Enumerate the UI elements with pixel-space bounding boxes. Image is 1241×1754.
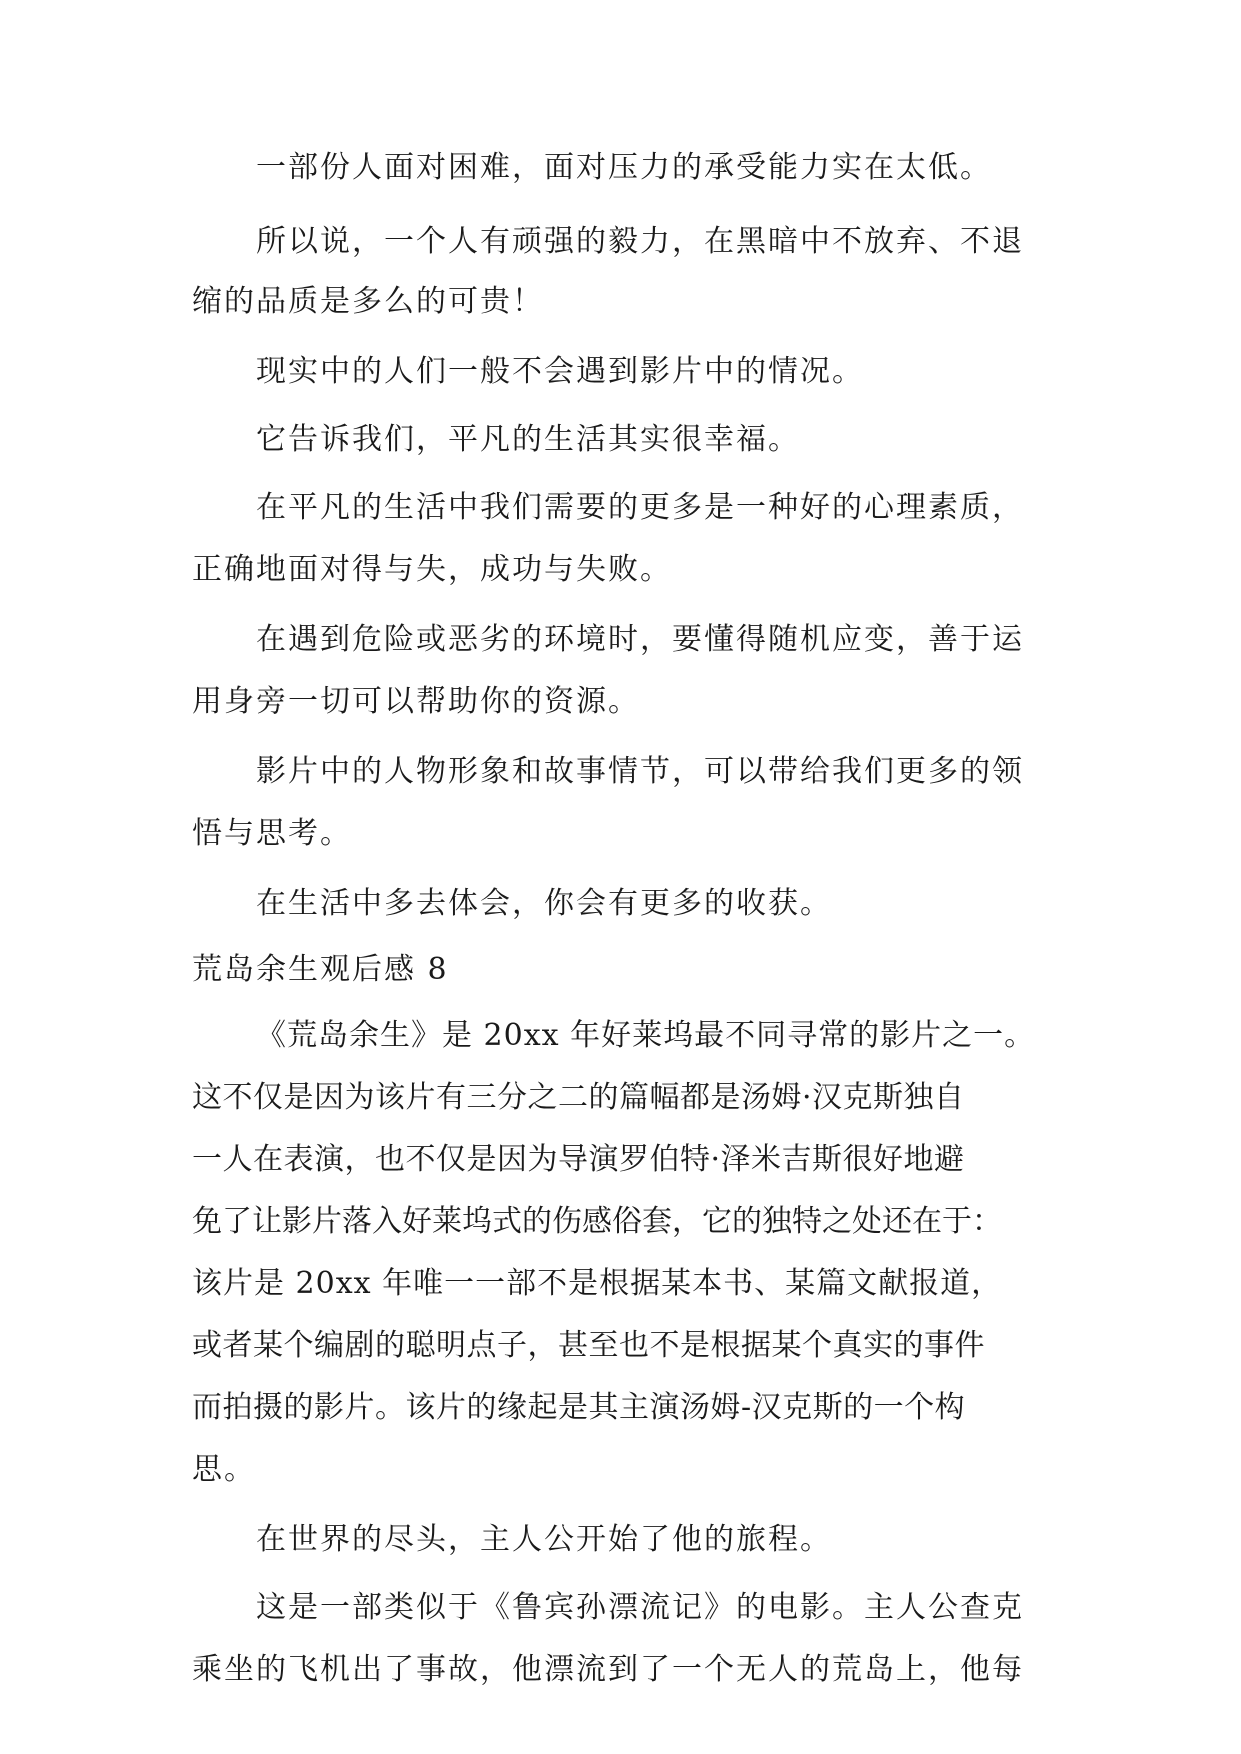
paragraph-line: 而拍摄的影片。该片的缘起是其主演汤姆-汉克斯的一个构 — [192, 1390, 966, 1425]
paragraph-line: 悟与思考。 — [192, 816, 352, 851]
paragraph-line: 或者某个编剧的聪明点子，甚至也不是根据某个真实的事件 — [192, 1328, 985, 1363]
paragraph-line: 乘坐的飞机出了事故，他漂流到了一个无人的荒岛上，他每 — [192, 1652, 1024, 1687]
paragraph-line: 在平凡的生活中我们需要的更多是一种好的心理素质， — [256, 490, 1024, 525]
paragraph-line: 正确地面对得与失，成功与失败。 — [192, 552, 672, 587]
paragraph-line: 《荒岛余生》是 20xx 年好莱坞最不同寻常的影片之一。 — [256, 1018, 1036, 1053]
paragraph-line: 它告诉我们，平凡的生活其实很幸福。 — [256, 422, 800, 457]
paragraph-line: 该片是 20xx 年唯一一部不是根据某本书、某篇文献报道， — [192, 1266, 1003, 1301]
paragraph-line: 思。 — [192, 1452, 256, 1487]
paragraph-line: 缩的品质是多么的可贵！ — [192, 284, 544, 319]
section-heading: 荒岛余生观后感 8 — [192, 952, 449, 987]
paragraph-line: 在遇到危险或恶劣的环境时，要懂得随机应变，善于运 — [256, 622, 1024, 657]
paragraph-line: 在世界的尽头，主人公开始了他的旅程。 — [256, 1522, 832, 1557]
paragraph-line: 这不仅是因为该片有三分之二的篇幅都是汤姆·汉克斯独自 — [192, 1080, 965, 1115]
paragraph-line: 所以说，一个人有顽强的毅力，在黑暗中不放弃、不退 — [256, 224, 1024, 259]
paragraph-line: 一人在表演，也不仅是因为导演罗伯特·泽米吉斯很好地避 — [192, 1142, 965, 1177]
paragraph-line: 现实中的人们一般不会遇到影片中的情况。 — [256, 354, 864, 389]
paragraph-line: 一部份人面对困难，面对压力的承受能力实在太低。 — [256, 150, 992, 185]
paragraph-line: 这是一部类似于《鲁宾孙漂流记》的电影。主人公查克 — [256, 1590, 1024, 1625]
paragraph-line: 在生活中多去体会，你会有更多的收获。 — [256, 886, 832, 921]
paragraph-line: 用身旁一切可以帮助你的资源。 — [192, 684, 640, 719]
paragraph-line: 影片中的人物形象和故事情节，可以带给我们更多的领 — [256, 754, 1024, 789]
paragraph-line: 免了让影片落入好莱坞式的伤感俗套，它的独特之处还在于： — [192, 1204, 1002, 1239]
